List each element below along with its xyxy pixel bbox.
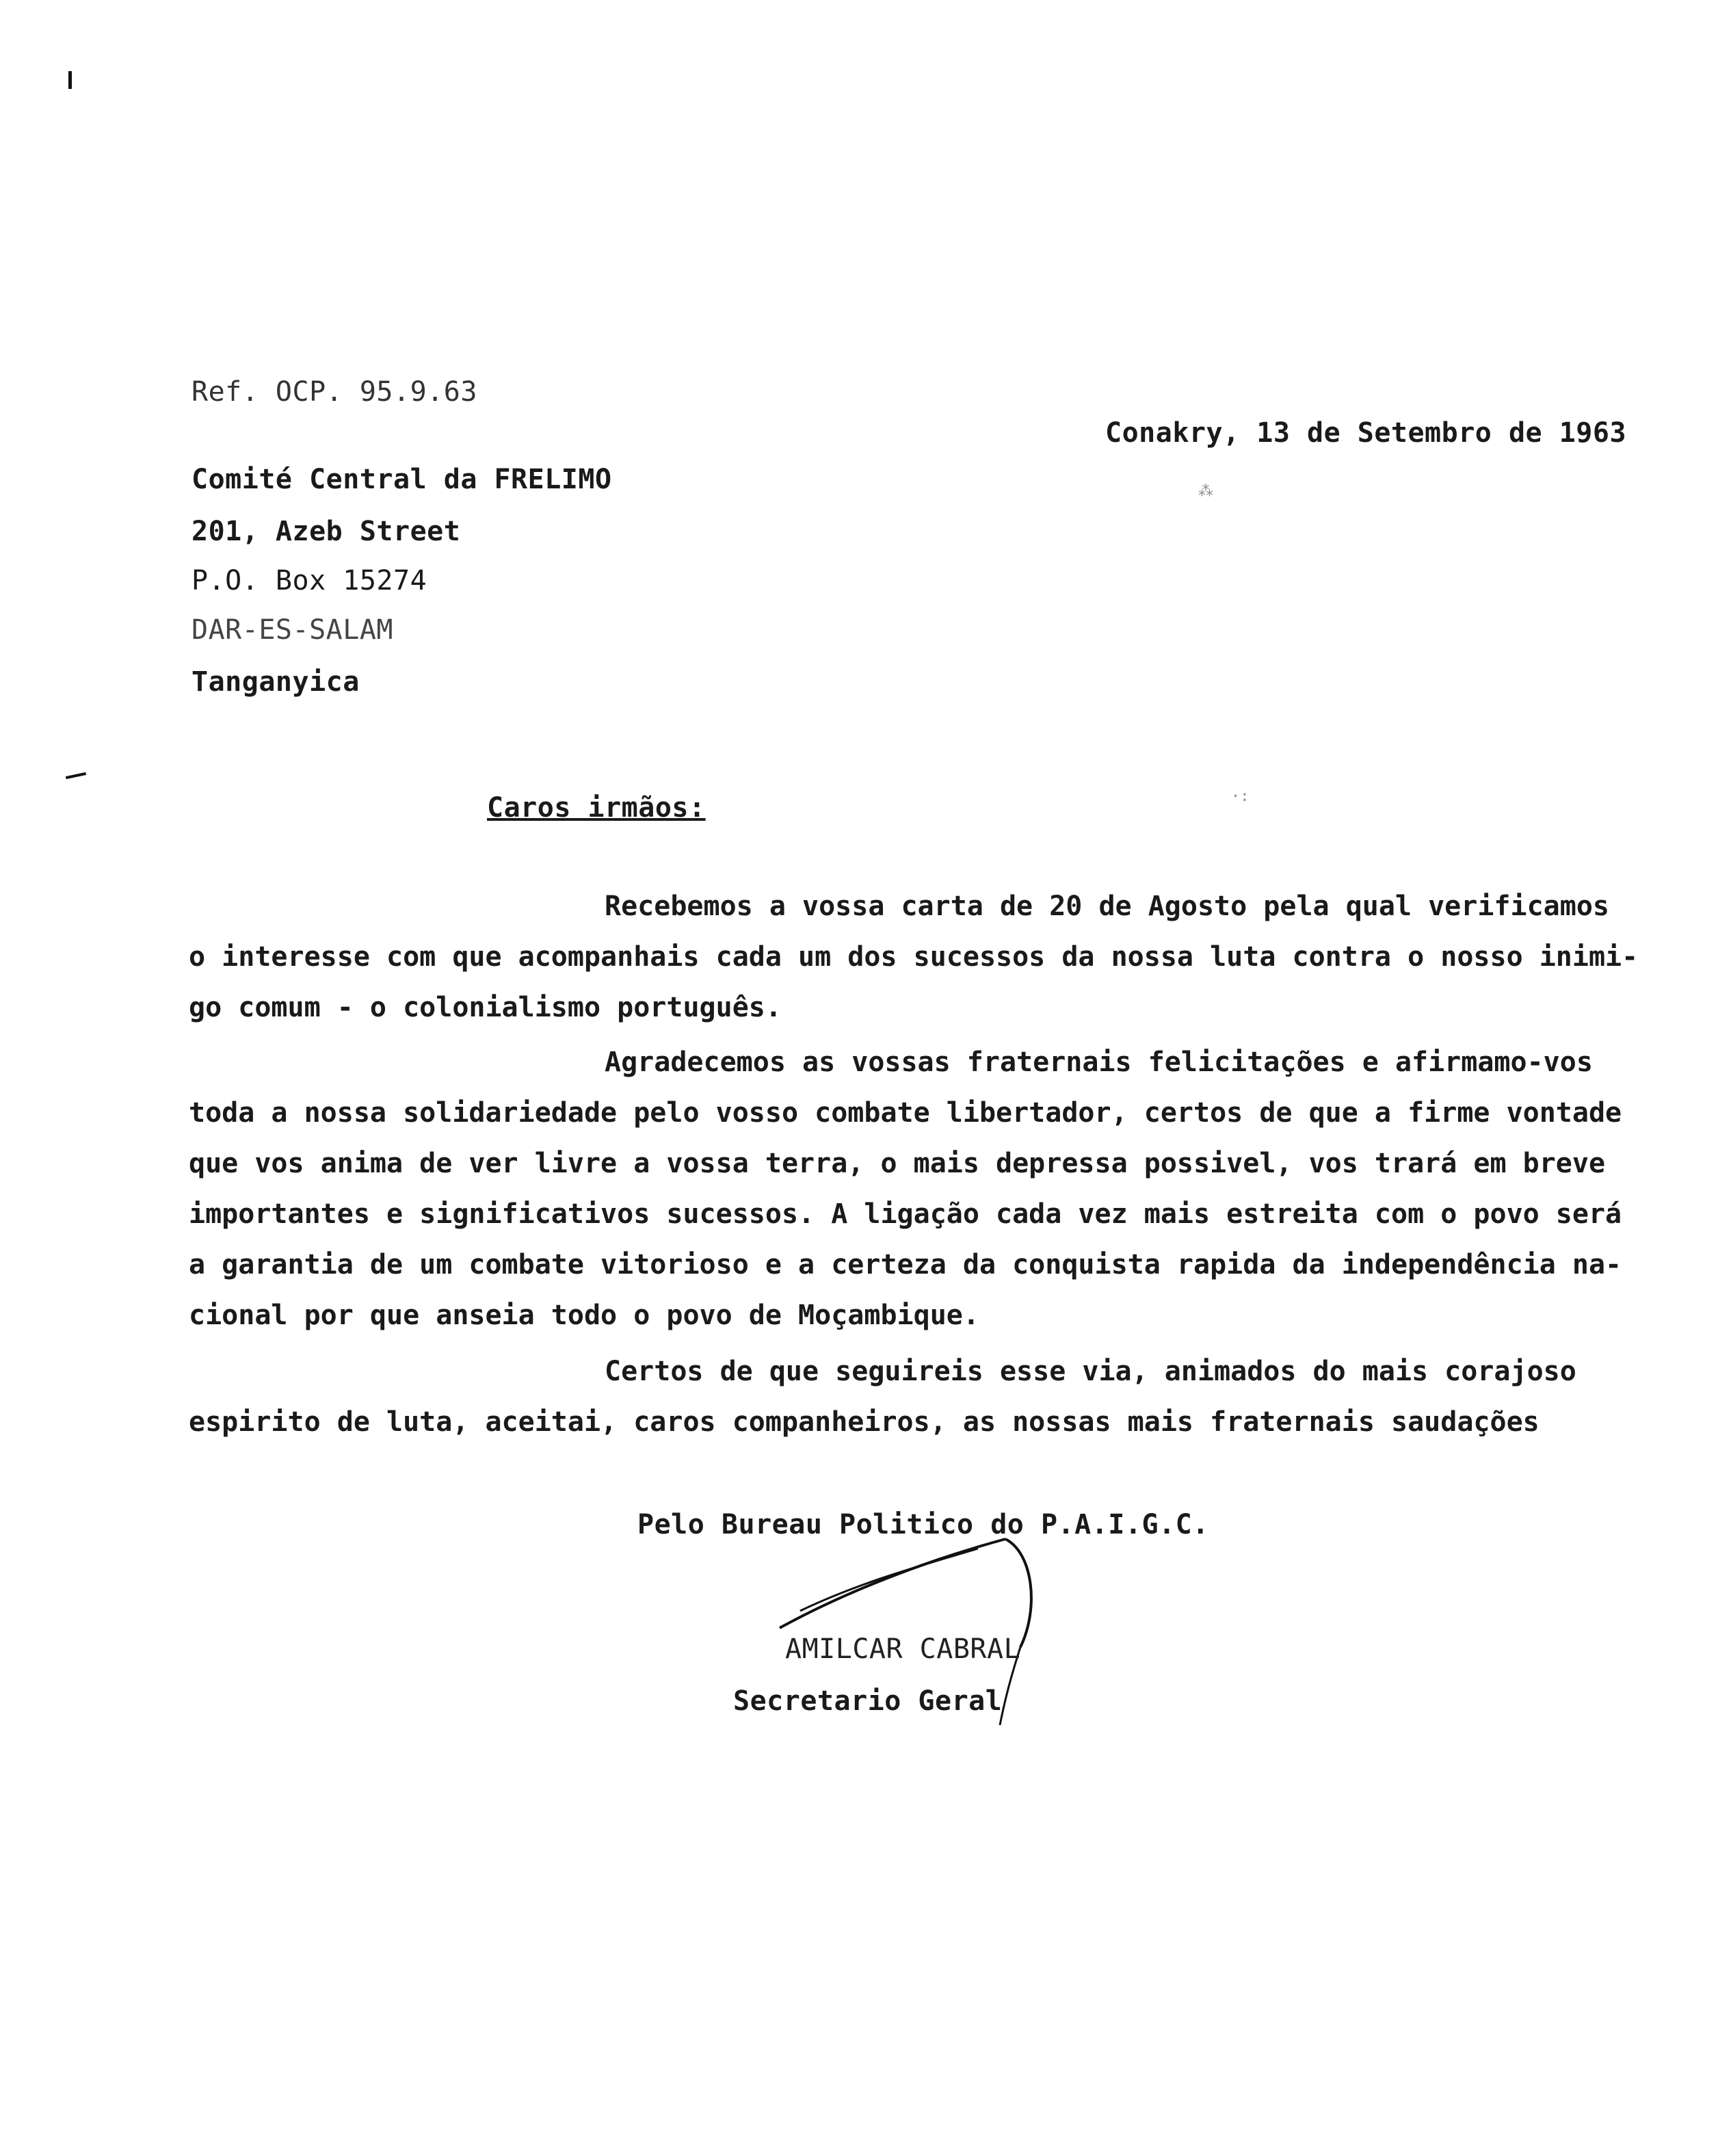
recipient-line-1: Comité Central da FRELIMO (191, 464, 612, 495)
body-paragraph-2 (189, 1037, 1622, 1341)
paragraph-line: a garantia de um combate vitorioso e a certeza da conquista rapida da independência na- (189, 1249, 1622, 1280)
date-line: Conakry, 13 de Setembro de 1963 (1105, 417, 1627, 449)
recipient-line-4: DAR-ES-SALAM (191, 614, 393, 646)
signer-title: Secretario Geral (733, 1685, 1003, 1717)
recipient-line-2: 201, Azeb Street (191, 516, 461, 547)
margin-mark-left (66, 772, 86, 779)
speck: ⁂ (1198, 483, 1213, 500)
paragraph-line: o interesse com que acompanhais cada um dos sucessos da nossa luta contra o nosso inimi- (189, 941, 1639, 973)
reference-number: Ref. OCP. 95.9.63 (191, 376, 477, 408)
margin-mark-top (68, 71, 72, 89)
closing-line: Pelo Bureau Politico do P.A.I.G.C. (637, 1509, 1209, 1540)
paragraph-line: Recebemos a vossa carta de 20 de Agosto pela qual verificamos (605, 891, 1610, 922)
paragraph-line: go comum - o colonialismo português. (189, 992, 782, 1023)
paragraph-line: cional por que anseia todo o povo de Moçambique. (189, 1300, 979, 1331)
paragraph-line: que vos anima de ver livre a vossa terra, o mais depressa possivel, vos trará em breve (189, 1148, 1606, 1179)
signer-name: AMILCAR CABRAL (785, 1633, 1021, 1665)
paragraph-line: importantes e significativos sucessos. A ligação cada vez mais estreita com o povo será (189, 1198, 1622, 1230)
paragraph-line: toda a nossa solidariedade pelo vosso combate libertador, certos de que a firme vontade (189, 1097, 1622, 1129)
speck: ·: (1231, 788, 1250, 805)
body-paragraph-3 (189, 1346, 1611, 1447)
paragraph-line: Agradecemos as vossas fraternais felicitações e afirmamo-vos (605, 1047, 1593, 1078)
salutation: Caros irmãos: (487, 792, 706, 824)
body-paragraph-1 (189, 881, 1639, 1033)
paragraph-line: espirito de luta, aceitai, caros companheiros, as nossas mais fraternais saudações (189, 1406, 1539, 1438)
paragraph-line: Certos de que seguireis esse via, animados do mais corajoso (605, 1356, 1576, 1387)
recipient-line-3: P.O. Box 15274 (191, 565, 427, 596)
recipient-line-5: Tanganyica (191, 666, 360, 698)
